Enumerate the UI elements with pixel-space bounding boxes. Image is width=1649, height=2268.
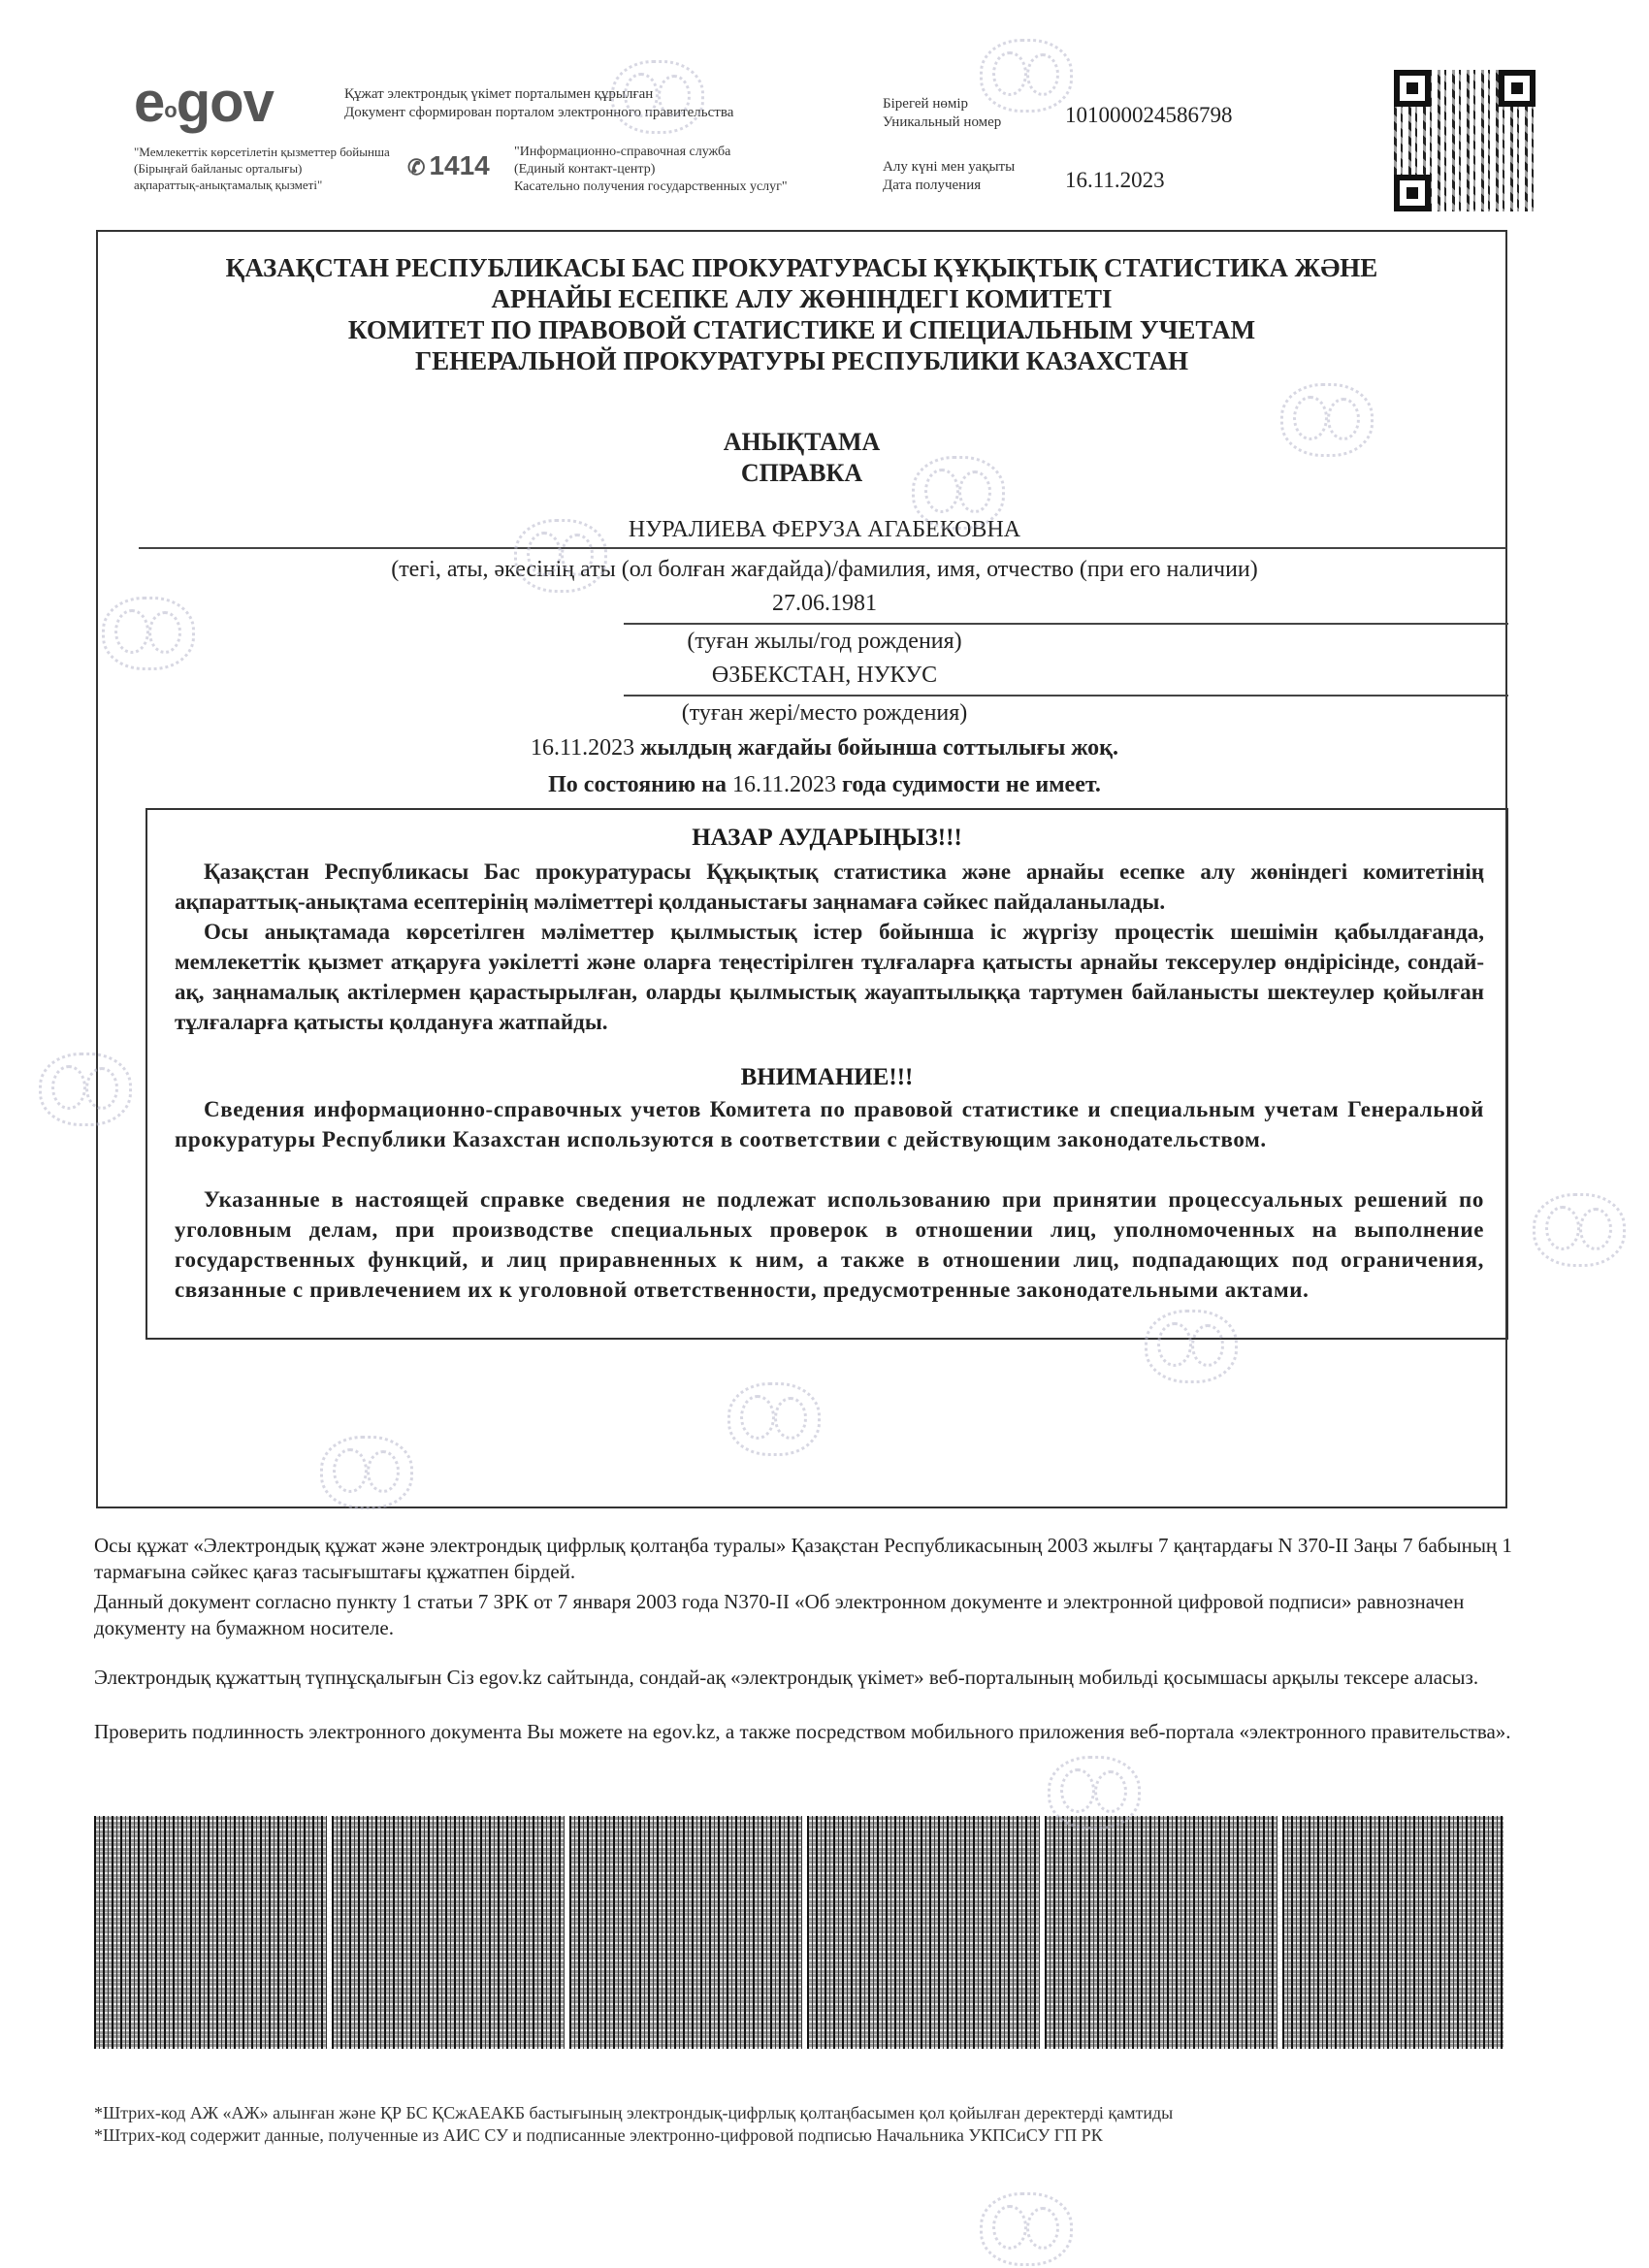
- issuer-title: ҚАЗАҚСТАН РЕСПУБЛИКАСЫ БАС ПРОКУРАТУРАСЫ ҚҰҚЫҚТЫҚ СТАТИСТИКА ЖӘНЕ АРНАЙЫ ЕСЕПКЕ АЛУ ЖӨНІНДЕГІ КОМИТЕТІ КОМИТЕТ ПО ПРАВОВОЙ СТАТИСТИКЕ И СПЕЦИАЛЬНЫМ УЧЕТАМ ГЕНЕРАЛЬНОЙ ПРОКУРАТУРЫ РЕСПУБЛИКИ КАЗАХСТАН: [225, 253, 1378, 375]
- status-kz: 16.11.2023 жылдың жағдайы бойынша соттылығы жоқ.: [531, 735, 1118, 761]
- full-name: НУРАЛИЕВА ФЕРУЗА АГАБЕКОВНА: [628, 517, 1021, 542]
- qr-finder: [1499, 70, 1536, 107]
- warning-title-kz: НАЗАР АУДАРЫҢЫЗ!!!: [692, 825, 962, 851]
- receipt-date-label: Алу күні мен уақыты Дата получения: [883, 159, 1016, 193]
- legal-note-ru: Данный документ согласно пункту 1 статьи 7 ЗРК от 7 января 2003 года N370-II «Об электронном документе и электронной цифровой подписи» равнозначен документу на бумажном носителе.: [94, 1590, 1465, 1639]
- watermark-ornament: [102, 597, 195, 670]
- barcode-block: [807, 1816, 1040, 2049]
- legal-note-kz: Осы құжат «Электрондық құжат және электрондық цифрлық қолтаңба туралы» Қазақстан Республикасының 2003 жылғы 7 қаңтардағы N 370-II Заңы 7 бабының 1 тармағына сәйкес қағаз тасығыштағы құжатпен бірдей.: [94, 1534, 1512, 1583]
- watermark-ornament: [912, 456, 1005, 530]
- qr-code: [1394, 70, 1536, 211]
- watermark-ornament: [980, 2192, 1073, 2266]
- warning-paragraph-kz-2: Осы анықтамада көрсетілген мәліметтер қылмыстық істер бойынша іс жүргізу процестік шешімін қабылдағанда, мемлекеттік қызмет атқаруға уәкілетті және оларға теңестірілген тұлғаларға қатысты арнайы тексерулер өндірісінде, сондай-ақ, заңнамалық актілермен қарастырылған, оларды қылмыстық жауаптылыққа тартумен байланысты шектеулер қойылған тұлғаларға қатысты қолдануға жатпайды.: [175, 920, 1484, 1034]
- divider: [139, 547, 1506, 549]
- watermark-ornament: [39, 1053, 132, 1126]
- watermark-ornament: [1280, 383, 1374, 457]
- watermark-ornament: [1145, 1310, 1238, 1383]
- verify-note-kz: Электрондық құжаттың түпнұсқалығын Сіз egov.kz сайтында, сондай-ақ «электрондық үкімет» веб-порталының мобильді қосымшасы арқылы тексере аласыз.: [94, 1666, 1479, 1689]
- status-ru: По состоянию на 16.11.2023 года судимости не имеет.: [548, 772, 1101, 797]
- watermark-ornament: [728, 1382, 821, 1456]
- full-name-caption: (тегі, аты, әкесінің аты (ол болған жағдайда)/фамилия, имя, отчество (при его наличии): [391, 557, 1258, 582]
- barcode-note-kz: *Штрих-код АЖ «АЖ» алынған және ҚР БС ҚСжАЕАКБ бастығының электрондық-цифрлық қолтаңбасымен қол қойылған деректерді қамтиды: [94, 2103, 1174, 2122]
- divider: [624, 695, 1508, 697]
- barcode-block: [94, 1816, 327, 2049]
- birth-place: ӨЗБЕКСТАН, НУКУС: [711, 663, 938, 688]
- barcode-block: [569, 1816, 802, 2049]
- verify-note-ru: Проверить подлинность электронного документа Вы можете на egov.kz, а также посредством мобильного приложения веб-портала «электронного правительства».: [94, 1720, 1511, 1743]
- barcode-note-ru: *Штрих-код содержит данные, полученные из АИС СУ и подписанные электронно-цифровой подписью Начальника УКПСиСУ ГП РК: [94, 2125, 1103, 2145]
- watermark-ornament: [320, 1436, 413, 1509]
- birth-date: 27.06.1981: [772, 591, 877, 616]
- document-type: АНЫҚТАМА СПРАВКА: [723, 428, 881, 487]
- warning-paragraph-ru-2: Указанные в настоящей справке сведения не подлежат использованию при принятии процессуальных решений по уголовным делам, при производстве специальных проверок в отношении лиц, уполномоченных на выполнение государственных функций, и лиц приравненных к ним, а также в отношении лиц, подпадающих под ограничения, связанные с привлечением их к уголовной ответственности, предусмотренные законодательными актами.: [175, 1187, 1484, 1302]
- portal-caption-kz: Құжат электрондық үкімет порталымен құрылған: [344, 86, 654, 102]
- watermark-ornament: [980, 39, 1073, 113]
- service-caption-kz: "Мемлекеттік көрсетілетін қызметтер бойынша (Бірыңғай байланыс орталығы) ақпараттық-анықтамалық қызметі": [134, 145, 390, 192]
- warning-paragraph-kz-1: Қазақстан Республикасы Бас прокуратурасы Құқықтық статистика және арнайы есепке алу жөніндегі комитетінің ақпараттық-анықтама есептерінің мәліметтері қолданыстағы заңнамаға сәйкес пайдаланылады.: [175, 859, 1484, 914]
- hotline-number: ✆ 1414: [407, 150, 490, 180]
- watermark-ornament: [611, 60, 704, 134]
- qr-finder: [1394, 175, 1431, 211]
- birth-place-caption: (туған жері/место рождения): [681, 700, 968, 726]
- watermark-ornament: [1533, 1193, 1626, 1267]
- barcode-block: [1045, 1816, 1277, 2049]
- portal-caption-ru: Документ сформирован порталом электронного правительства: [344, 105, 734, 120]
- watermark-ornament: [1048, 1756, 1141, 1830]
- barcode-block: [332, 1816, 565, 2049]
- barcode-block: [1282, 1816, 1504, 2049]
- phone-icon: ✆: [407, 155, 426, 179]
- receipt-date-value: 16.11.2023: [1065, 168, 1165, 192]
- unique-number-label: Бірегей нөмір Уникальный номер: [883, 96, 1002, 130]
- birth-date-caption: (туған жылы/год рождения): [687, 629, 962, 654]
- warning-paragraph-ru-1: Сведения информационно-справочных учетов Комитета по правовой статистике и специальным учетам Генеральной прокуратуры Республики Казахстан используются в соответствии с действующим законодательством.: [175, 1097, 1484, 1151]
- egov-logo: eogov: [134, 71, 274, 134]
- watermark-ornament: [514, 519, 607, 593]
- service-caption-ru: "Информационно-справочная служба (Единый контакт-центр) Касательно получения государственных услуг": [514, 145, 788, 194]
- unique-number-value: 101000024586798: [1065, 103, 1233, 127]
- warning-title-ru: ВНИМАНИЕ!!!: [740, 1064, 914, 1090]
- divider: [624, 623, 1508, 625]
- qr-finder: [1394, 70, 1431, 107]
